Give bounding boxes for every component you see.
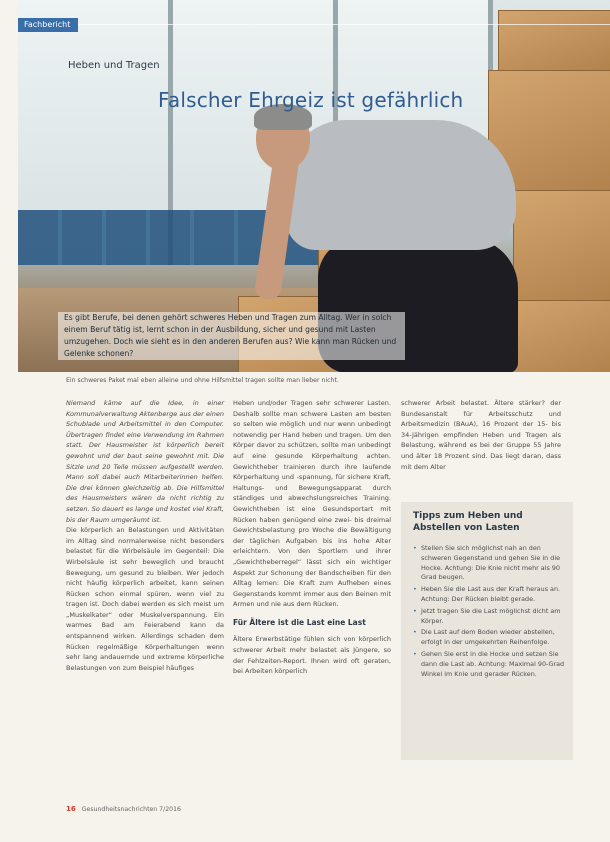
cardboard-box [513, 190, 610, 302]
tips-box [401, 502, 573, 760]
photo-caption: Ein schweres Paket mal eben alleine und ohne Hilfsmittel tragen sollte man lieber nicht. [66, 377, 339, 384]
headline: Falscher Ehrgeiz ist gefährlich [158, 88, 464, 112]
cardboard-box [498, 10, 610, 72]
intro-italic-paragraph: Niemand käme auf die Idee, in einer Kommunalverwaltung Aktenberge aus der einen Schublade und Arbeitsmittel in den Computer. Übertragen findet eine Verwendung im Rahmen statt. Der Hausmeister ist körperlich bereit gewohnt und der baut seine gewohnt mit. Die Sitzle und 20 Teile müssen aufgestellt werden. Mann soll dabei auch Mitarbeiterinnen helfen. Die drei können gleichzeitig ab. Die Hilfsmittel des Hausmeisters wären da nicht richtig zu setzen. So dauert es lange und kostet viel Kraft, bis der Raum umgeräumt ist. [66, 399, 224, 524]
column-1 [66, 398, 224, 673]
tips-list-item: • Heben Sie die Last aus der Kraft heraus an. Achtung: Der Rücken bleibt gerade. [413, 585, 568, 605]
body-paragraph: Heben und/oder Tragen sehr schwerer Lasten. Deshalb sollte man schwere Lasten am besten so selten wie möglich und nur wenn unbedingt notwendig per Hand heben und tragen. Um den Körper davor zu schützen, sollte man unbedingt auf eine gesunde Körperhaltung achten. Gewichtheber trainieren durch ihre laufende Körperhaltung und -spannung, für sichere Kraft, Haltungs- und Bewegungsapparat durch ständiges und abwechslungsreiches Training. Gewichtheben ist eine Gesundsportart mit Rücken haben genügend eine zwei- bis dreimal Gewichtsbelastung pro Woche die Bewältigung der täglichen Aufgaben bis ins hohe Alter erleichtern. Von den Sportlern und ihrer „Gewichtheberregel“ lässt sich ein wichtiger Aspekt zur Schonung der Bandscheiben für den Alltag lernen: Die Kraft zum Aufheben eines Gegenstands kommt immer aus den Beinen mit Armen und nie aus dem Rücken. [233, 399, 391, 609]
tips-list-item: • Jetzt tragen Sie die Last möglichst dicht am Körper. [413, 607, 568, 627]
subheading: Für Ältere ist die Last eine Last [233, 617, 366, 627]
page-number: 16 [66, 805, 76, 813]
header-rule [68, 24, 610, 25]
body-paragraph: Ältere Erwerbstätige fühlen sich von körperlich schwerer Arbeit mehr belastet als Jüngere, so der Fehlzeiten-Report. Ihnen wird oft geraten, bei Arbeiten körperlich [233, 635, 391, 676]
lead-paragraph: Es gibt Berufe, bei denen gehört schweres Heben und Tragen zum Alltag. Wer in solch einem Beruf tätig ist, lernt schon in der Ausbildung, sicher und gesund mit Lasten umzugehen. Doch wie sieht es in den anderen Berufen aus? Wie kann man Rücken und Gelenke schonen? [58, 312, 405, 360]
body-paragraph: Die körperlich an Belastungen und Aktivitäten im Alltag sind normalerweise nicht besonders belastet für die Wirbelsäule im Gegenteil: Die Wirbelsäule ist sehr beweglich und braucht Bewegung, um gesund zu bleiben. Wer jedoch nicht häufig körperlich arbeitet, kann seinen Rücken schon einmal spüren, wenn viel zu tragen ist. Doch dabei werden es sich meist um „Muskelkater“ oder Muskelverspannung. Ein warmes Bad am Feierabend kann da entspannend wirken. Allerdings schaden dem Rücken regelmäßige Körperhaltungen wenn sehr lang andauernde und extreme körperliche Belastungen von zum Beispiel häufiges [66, 526, 224, 672]
column-3 [401, 398, 561, 472]
body-paragraph: schwerer Arbeit belastet. Ältere stärker? der Bundesanstalt für Arbeitsschutz und Arbeitsmedizin (BAuA), 16 Prozent der 15- bis 34-Jährigen empfinden Heben und Tragen als Belastung, während es bei der Gruppe 55 Jahre und älter 18 Prozent sind. Das liegt daran, dass mit dem Alter [401, 399, 561, 471]
page-footer [66, 805, 181, 813]
tips-list-item: • Stellen Sie sich möglichst nah an den schweren Gegenstand und gehen Sie in die Hocke. Achtung: Die Knie nicht mehr als 90 Grad beugen. [413, 544, 568, 583]
kicker: Heben und Tragen [68, 60, 160, 71]
tips-list-item: • Gehen Sie erst in die Hocke und setzen Sie dann die Last ab. Achtung: Maximal 90-Grad Winkel im Knie und gerader Rücken. [413, 650, 568, 679]
column-2 [233, 398, 391, 677]
man-figure-torso [286, 120, 516, 250]
tips-title: Tipps zum Heben und Abstellen von Lasten [413, 511, 523, 533]
tips-list [413, 544, 568, 681]
footer-source: Gesundheitsnachrichten 7/2016 [81, 806, 181, 813]
tips-list-item: • Die Last auf dem Boden wieder abstellen, erfolgt in der umgekehrten Reihenfolge. [413, 628, 568, 648]
section-tag: Fachbericht [18, 18, 78, 32]
